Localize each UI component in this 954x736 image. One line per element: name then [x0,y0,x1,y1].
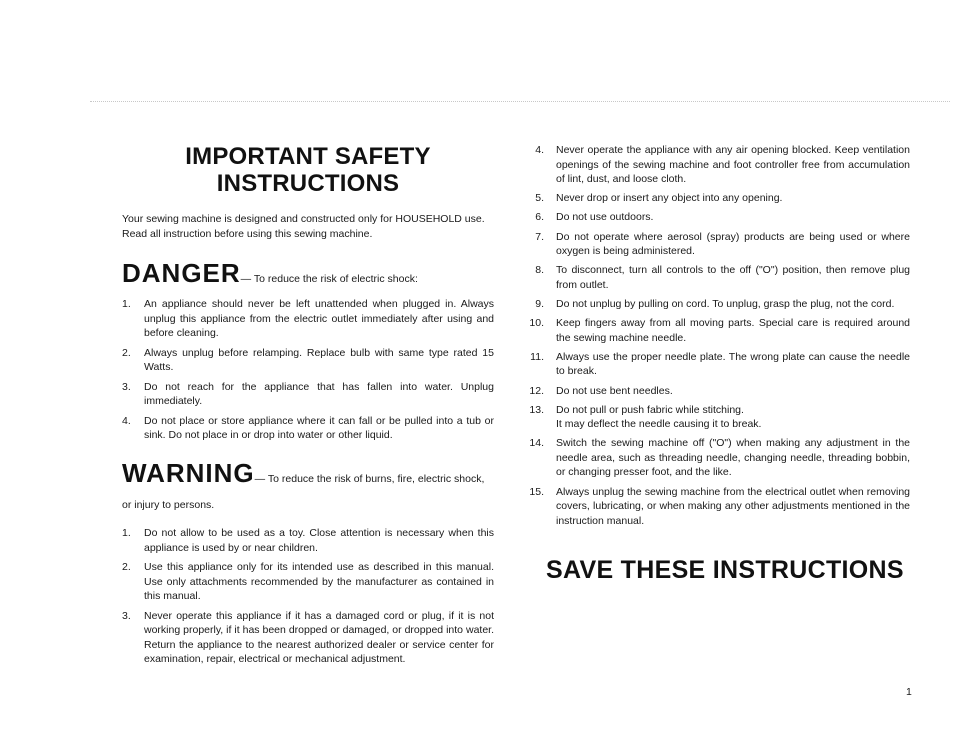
scan-artifact-line [90,101,950,102]
item-number: 1. [122,298,131,310]
item-number: 6. [535,211,544,224]
item-text: Do not use outdoors. [556,211,654,224]
danger-heading-row [122,258,502,289]
intro-line-1: Your sewing machine is designed and constructed only for HOUSEHOLD use. [122,213,485,225]
list-item [528,350,910,379]
item-number: 1. [122,527,131,539]
item-number: 9. [535,297,544,310]
danger-item [122,380,494,409]
item-text: Always unplug the sewing machine from the electrical outlet when removing covers, lubricating, or when making any other adjustments mentioned in the instruction manual. [556,485,910,527]
item-number: 10. [529,317,544,330]
item-number: 15. [529,485,544,498]
list-item [528,384,910,399]
warning-item [122,609,494,667]
page-number: 1 [906,686,912,698]
item-text: Do not unplug by pulling on cord. To unplug, grasp the plug, not the cord. [556,297,895,310]
item-number: 5. [535,192,544,205]
item-text: To disconnect, turn all controls to the off ("O") position, then remove plug from outlet. [556,264,910,291]
item-number: 8. [535,264,544,277]
item-number: 3. [122,609,131,622]
danger-item [122,414,494,443]
danger-item [122,297,494,341]
item-number: 7. [535,230,544,243]
item-text: Do not allow to be used as a toy. Close attention is necessary when this appliance is used by or near children. [144,527,494,554]
list-item [528,210,910,225]
warning-item [122,560,494,604]
list-item [528,316,910,345]
item-text: Do not operate where aerosol (spray) products are being used or where oxygen is being administered. [556,230,910,258]
continued-list [528,143,910,533]
item-number: 3. [122,380,131,393]
closing-heading: SAVE THESE INSTRUCTIONS [546,556,904,584]
page-title-line-1: IMPORTANT SAFETY [185,143,431,170]
danger-item [122,346,494,375]
list-item [528,143,910,187]
warning-heading-row [122,458,502,489]
item-text: Switch the sewing machine off ("O") when making any adjustment in the needle area, such as threading needle, changing needle, threading bobbin, or changing presser foot, and the like. [556,437,910,479]
item-number: 11. [530,350,544,363]
item-text: Always use the proper needle plate. The wrong plate can cause the needle to break. [556,350,910,378]
item-text-line-2: It may deflect the needle causing it to break. [556,418,762,431]
danger-subtitle: — To reduce the risk of electric shock: [240,273,418,285]
danger-list [122,297,494,448]
item-text: Do not place or store appliance where it can fall or be pulled into a tub or sink. Do not place in or drop into water or other liquid. [144,414,494,441]
item-text: Keep fingers away from all moving parts. Special care is required around the sewing machine needle. [556,317,910,344]
item-text: Do not use bent needles. [556,384,673,397]
item-text: Never operate this appliance if it has a damaged cord or plug, if it is not working properly, if it has been dropped or damaged, or dropped into water. Return the appliance to the nearest authorized dealer or service center for examination, repair, electrical or mechanical adjustment. [144,609,494,665]
item-number: 4. [122,414,131,427]
list-item [528,403,910,432]
warning-subtitle: — To reduce the risk of burns, fire, electric shock, [254,473,485,485]
item-number: 2. [122,346,131,359]
list-item [528,436,910,480]
intro-paragraph [122,212,494,242]
item-number: 2. [122,561,131,573]
intro-line-2: Read all instruction before using this sewing machine. [122,228,373,240]
list-item [528,297,910,312]
page-title-line-2: INSTRUCTIONS [216,170,400,197]
item-text: An appliance should never be left unattended when plugged in. Always unplug this appliance from the electric outlet immediately after using and before cleaning. [144,298,494,339]
danger-heading: DANGER [122,258,241,288]
warning-item [122,526,494,555]
list-item [528,230,910,259]
list-item [528,191,910,206]
warning-heading: WARNING [122,458,255,488]
warning-subtitle-continuation: or injury to persons. [122,499,215,511]
item-number: 14. [529,437,544,450]
warning-list [122,526,494,672]
item-text: Do not reach for the appliance that has fallen into water. Unplug immediately. [144,380,494,407]
item-number: 4. [535,144,544,156]
item-number: 13. [529,403,544,416]
item-text: Never drop or insert any object into any opening. [556,192,783,205]
item-number: 12. [529,384,544,397]
item-text: Never operate the appliance with any air opening blocked. Keep ventilation openings of the sewing machine and foot controller free from accumulation of lint, dust, and loose cloth. [556,144,910,185]
item-text: Always unplug before relamping. Replace bulb with same type rated 15 Watts. [144,346,494,373]
list-item [528,485,910,529]
item-text: Use this appliance only for its intended use as described in this manual. Use only attachments recommended by the manufacturer as contained in this manual. [144,561,494,602]
item-text: Do not pull or push fabric while stitching. [556,403,744,416]
list-item [528,263,910,292]
page-title [122,143,494,197]
